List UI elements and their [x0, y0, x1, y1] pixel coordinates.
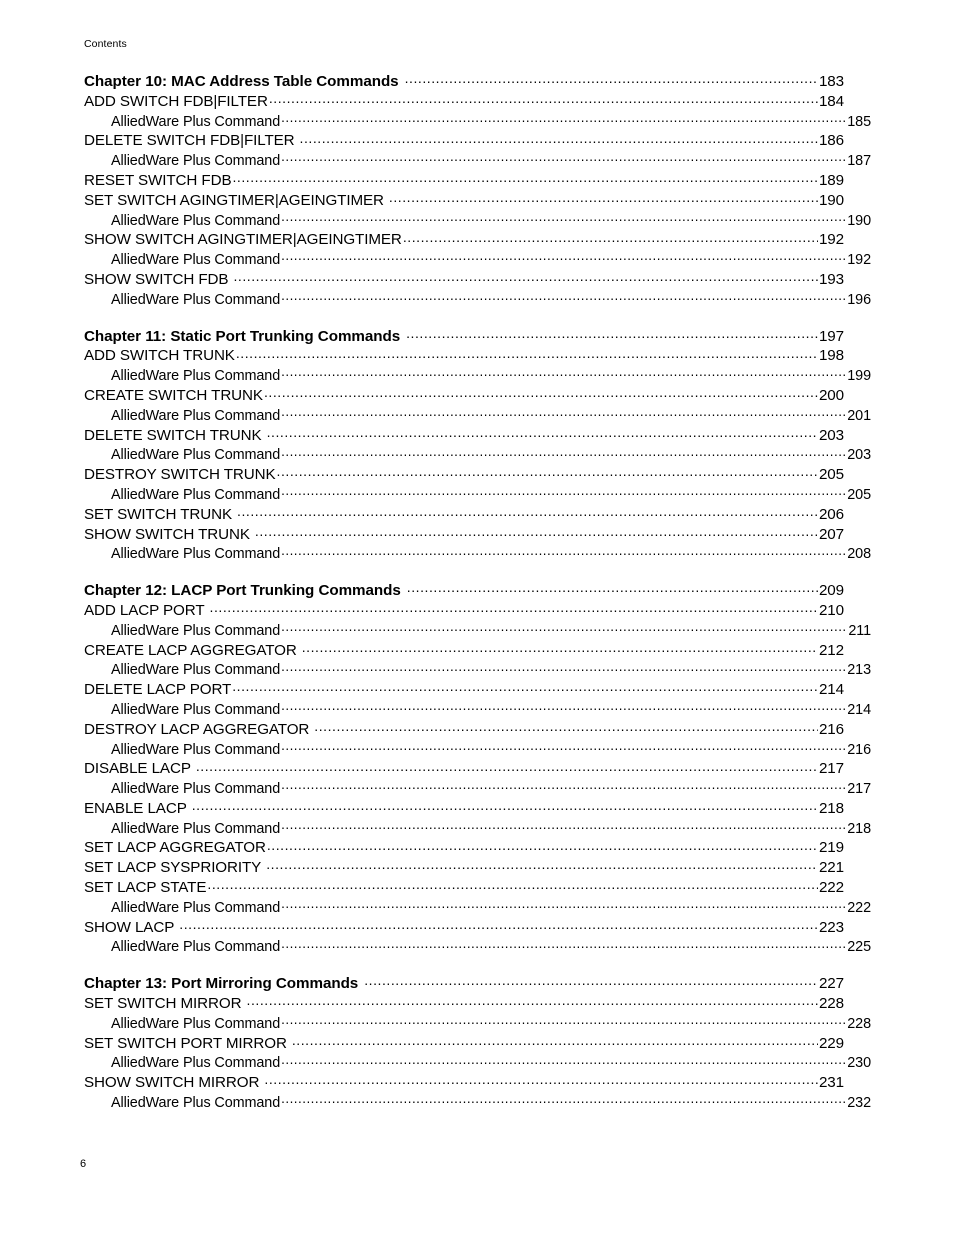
toc-entry-label: ENABLE LACP: [84, 799, 187, 817]
toc-entry-page: 217: [847, 781, 871, 798]
toc-chapter-group: [84, 327, 871, 565]
dot-leader: [281, 445, 846, 459]
toc-entry-label: AlliedWare Plus Command: [111, 701, 281, 718]
toc-entry-page: 193: [818, 270, 844, 288]
toc-entry-page: 198: [818, 347, 844, 365]
toc-entry-label: SHOW SWITCH AGINGTIMER|AGEINGTIMER: [84, 231, 402, 249]
dot-leader: [267, 426, 818, 440]
dot-leader: [207, 878, 818, 892]
dot-leader: [406, 327, 818, 341]
toc-entry-command[interactable]: [84, 171, 844, 191]
toc-entry-command[interactable]: [84, 346, 844, 366]
toc-entry-page: 207: [818, 525, 844, 543]
toc-entry-label: AlliedWare Plus Command: [111, 939, 281, 956]
toc-entry-page: 192: [847, 252, 871, 269]
toc-entry-label: AlliedWare Plus Command: [111, 1055, 281, 1072]
dot-leader: [281, 250, 846, 264]
toc-entry-label: AlliedWare Plus Command: [111, 1015, 281, 1032]
toc-entry-sub[interactable]: [84, 211, 871, 231]
toc-entry-page: 189: [818, 171, 844, 189]
toc-entry-page: 196: [847, 291, 871, 308]
toc-entry-label: ADD SWITCH FDB|FILTER: [84, 92, 268, 110]
dot-leader: [264, 386, 818, 400]
dot-leader: [281, 1053, 846, 1067]
toc-entry-page: 208: [847, 546, 871, 563]
dot-leader: [281, 406, 846, 420]
toc-entry-page: 216: [847, 741, 871, 758]
toc-entry-sub[interactable]: [84, 660, 871, 680]
toc-entry-page: 186: [818, 132, 844, 150]
toc-entry-page: 210: [818, 601, 844, 619]
toc-entry-sub[interactable]: [84, 445, 871, 465]
toc-entry-sub[interactable]: [84, 406, 871, 426]
toc-entry-label: AlliedWare Plus Command: [111, 781, 281, 798]
dot-leader: [236, 346, 818, 360]
toc-chapter-group: [84, 72, 871, 310]
toc-entry-label: SET SWITCH PORT MIRROR: [84, 1034, 287, 1052]
toc-entry-label: DESTROY LACP AGGREGATOR: [84, 720, 310, 738]
dot-leader: [267, 838, 818, 852]
toc-entry-label: SHOW SWITCH FDB: [84, 270, 229, 288]
toc-entry-command[interactable]: [84, 878, 844, 898]
toc-entry-page: 213: [847, 662, 871, 679]
toc-entry-page: 219: [818, 839, 844, 857]
toc-entry-command[interactable]: [84, 759, 844, 779]
toc-entry-page: 223: [818, 918, 844, 936]
toc-entry-sub[interactable]: [84, 485, 871, 505]
toc-entry-label: AlliedWare Plus Command: [111, 252, 281, 269]
toc-entry-page: 212: [818, 641, 844, 659]
dot-leader: [277, 465, 818, 479]
toc-entry-page: 231: [818, 1074, 844, 1092]
toc-entry-label: SET LACP SYSPRIORITY: [84, 859, 262, 877]
toc-entry-page: 201: [847, 407, 871, 424]
running-header: Contents: [84, 38, 127, 50]
toc-entry-label: SET SWITCH AGINGTIMER|AGEINGTIMER: [84, 191, 384, 209]
toc-entry-chapter[interactable]: [84, 581, 844, 601]
dot-leader: [281, 112, 846, 126]
toc-entry-command[interactable]: [84, 1073, 844, 1093]
toc-entry-label: DELETE SWITCH FDB|FILTER: [84, 132, 295, 150]
toc-entry-page: 205: [818, 466, 844, 484]
toc-chapter-label: Chapter 12: LACP Port Trunking Commands: [84, 582, 401, 600]
toc-entry-command[interactable]: [84, 858, 844, 878]
dot-leader: [232, 171, 817, 185]
dot-leader: [264, 1073, 818, 1087]
toc-entry-label: DELETE LACP PORT: [84, 681, 232, 699]
toc-entry-label: CREATE LACP AGGREGATOR: [84, 641, 297, 659]
toc-chapter-page: 183: [818, 73, 844, 90]
toc-entry-label: AlliedWare Plus Command: [111, 662, 281, 679]
toc-entry-command[interactable]: [84, 680, 844, 700]
dot-leader: [405, 72, 818, 86]
toc-entry-label: AlliedWare Plus Command: [111, 546, 281, 563]
toc-chapter-label: Chapter 11: Static Port Trunking Commands: [84, 327, 401, 345]
toc-chapter-page: 197: [818, 327, 844, 345]
toc-entry-page: 199: [847, 368, 871, 385]
toc-entry-page: 200: [818, 386, 844, 404]
toc-entry-label: SHOW LACP: [84, 918, 175, 936]
dot-leader: [269, 92, 818, 106]
dot-leader: [403, 230, 818, 244]
toc-chapter-label: Chapter 10: MAC Address Table Commands: [84, 73, 399, 90]
dot-leader: [281, 544, 846, 558]
toc-entry-command[interactable]: [84, 601, 844, 621]
toc-entry-chapter[interactable]: [84, 327, 844, 347]
toc-entry-command[interactable]: [84, 131, 844, 151]
toc-entry-label: AlliedWare Plus Command: [111, 291, 281, 308]
toc-entry-page: 185: [847, 113, 871, 130]
toc-entry-label: SET SWITCH TRUNK: [84, 505, 233, 523]
dot-leader: [300, 131, 818, 145]
toc-entry-label: SET LACP STATE: [84, 879, 207, 897]
toc-entry-sub[interactable]: [84, 1053, 871, 1073]
toc-entry-page: 205: [847, 486, 871, 503]
toc-entry-label: SET LACP AGGREGATOR: [84, 839, 266, 857]
toc-entry-sub[interactable]: [84, 290, 871, 310]
dot-leader: [281, 151, 846, 165]
toc-chapter-label: Chapter 13: Port Mirroring Commands: [84, 975, 359, 993]
dot-leader: [281, 700, 846, 714]
toc-chapter-page: 227: [818, 975, 844, 993]
toc-entry-command[interactable]: [84, 92, 844, 112]
toc-entry-sub[interactable]: [84, 1014, 871, 1034]
toc-entry-label: AlliedWare Plus Command: [111, 407, 281, 424]
toc-entry-page: 184: [818, 92, 844, 110]
page-folio: 6: [80, 1158, 87, 1170]
toc-entry-label: DELETE SWITCH TRUNK: [84, 426, 262, 444]
toc-entry-command[interactable]: [84, 838, 844, 858]
toc-chapter-group: [84, 974, 871, 1113]
dot-leader: [389, 191, 818, 205]
dot-leader: [247, 994, 818, 1008]
toc-entry-page: 230: [847, 1055, 871, 1072]
toc-entry-command[interactable]: [84, 799, 844, 819]
dot-leader: [281, 366, 846, 380]
toc-entry-page: 203: [847, 447, 871, 464]
toc-entry-command[interactable]: [84, 426, 844, 446]
toc-chapter-group: [84, 581, 871, 957]
toc-entry-sub[interactable]: [84, 621, 871, 641]
toc-entry-page: 218: [847, 820, 871, 837]
toc-entry-label: RESET SWITCH FDB: [84, 171, 232, 189]
table-of-contents: [84, 72, 871, 1113]
toc-entry-sub[interactable]: [84, 819, 871, 839]
toc-entry-command[interactable]: [84, 525, 844, 545]
dot-leader: [210, 601, 818, 615]
dot-leader: [407, 581, 818, 595]
dot-leader: [281, 937, 846, 951]
dot-leader: [292, 1034, 818, 1048]
toc-entry-sub[interactable]: [84, 151, 871, 171]
toc-entry-page: 211: [848, 622, 871, 639]
toc-entry-label: CREATE SWITCH TRUNK: [84, 386, 263, 404]
toc-entry-page: 218: [818, 799, 844, 817]
toc-entry-page: 190: [818, 191, 844, 209]
toc-entry-label: AlliedWare Plus Command: [111, 1095, 281, 1112]
dot-leader: [281, 211, 846, 225]
toc-entry-label: AlliedWare Plus Command: [111, 820, 281, 837]
toc-entry-label: ADD LACP PORT: [84, 601, 205, 619]
toc-entry-command[interactable]: [84, 641, 844, 661]
dot-leader: [281, 621, 847, 635]
toc-entry-page: 216: [818, 720, 844, 738]
toc-entry-label: AlliedWare Plus Command: [111, 741, 281, 758]
toc-entry-label: AlliedWare Plus Command: [111, 153, 281, 170]
toc-entry-page: 225: [847, 939, 871, 956]
toc-entry-sub[interactable]: [84, 898, 871, 918]
toc-entry-label: AlliedWare Plus Command: [111, 486, 281, 503]
toc-entry-page: 192: [818, 231, 844, 249]
toc-entry-label: AlliedWare Plus Command: [111, 447, 281, 464]
toc-entry-page: 190: [847, 212, 871, 229]
dot-leader: [281, 898, 846, 912]
dot-leader: [281, 1093, 846, 1107]
toc-entry-command[interactable]: [84, 994, 844, 1014]
dot-leader: [179, 918, 818, 932]
toc-entry-command[interactable]: [84, 386, 844, 406]
toc-entry-page: 222: [847, 899, 871, 916]
dot-leader: [237, 505, 818, 519]
toc-entry-page: 232: [847, 1095, 871, 1112]
toc-entry-label: AlliedWare Plus Command: [111, 368, 281, 385]
toc-entry-sub[interactable]: [84, 544, 871, 564]
toc-entry-chapter[interactable]: [84, 72, 844, 92]
dot-leader: [281, 779, 846, 793]
dot-leader: [314, 720, 818, 734]
dot-leader: [232, 680, 818, 694]
toc-entry-sub[interactable]: [84, 740, 871, 760]
toc-entry-label: DESTROY SWITCH TRUNK: [84, 466, 276, 484]
toc-entry-sub[interactable]: [84, 1093, 871, 1113]
dot-leader: [281, 290, 846, 304]
toc-entry-sub[interactable]: [84, 366, 871, 386]
toc-entry-command[interactable]: [84, 191, 844, 211]
toc-entry-command[interactable]: [84, 1034, 844, 1054]
toc-entry-label: AlliedWare Plus Command: [111, 212, 281, 229]
toc-chapter-page: 209: [818, 582, 844, 600]
toc-entry-command[interactable]: [84, 230, 844, 250]
dot-leader: [281, 819, 846, 833]
toc-entry-label: AlliedWare Plus Command: [111, 899, 281, 916]
dot-leader: [281, 740, 846, 754]
toc-entry-label: SET SWITCH MIRROR: [84, 995, 242, 1013]
dot-leader: [281, 1014, 846, 1028]
toc-entry-label: SHOW SWITCH TRUNK: [84, 525, 250, 543]
dot-leader: [281, 485, 846, 499]
dot-leader: [364, 974, 818, 988]
toc-entry-page: 214: [847, 701, 871, 718]
toc-entry-page: 222: [818, 879, 844, 897]
toc-entry-command[interactable]: [84, 720, 844, 740]
toc-entry-label: ADD SWITCH TRUNK: [84, 347, 235, 365]
toc-entry-page: 203: [818, 426, 844, 444]
dot-leader: [233, 270, 817, 284]
dot-leader: [266, 858, 818, 872]
toc-entry-sub[interactable]: [84, 112, 871, 132]
dot-leader: [196, 759, 818, 773]
toc-entry-command[interactable]: [84, 465, 844, 485]
toc-entry-command[interactable]: [84, 270, 844, 290]
dot-leader: [255, 525, 818, 539]
dot-leader: [192, 799, 818, 813]
toc-entry-page: 187: [847, 153, 871, 170]
toc-entry-sub[interactable]: [84, 700, 871, 720]
toc-entry-label: AlliedWare Plus Command: [111, 622, 281, 639]
toc-entry-page: 221: [818, 859, 844, 877]
toc-entry-page: 214: [818, 681, 844, 699]
dot-leader: [302, 641, 818, 655]
toc-entry-label: AlliedWare Plus Command: [111, 113, 281, 130]
toc-entry-page: 228: [818, 995, 844, 1013]
toc-entry-page: 229: [818, 1034, 844, 1052]
toc-entry-sub[interactable]: [84, 937, 871, 957]
toc-entry-page: 206: [818, 505, 844, 523]
toc-entry-sub[interactable]: [84, 779, 871, 799]
toc-entry-page: 217: [818, 760, 844, 778]
toc-entry-sub[interactable]: [84, 250, 871, 270]
toc-entry-label: DISABLE LACP: [84, 760, 191, 778]
toc-entry-command[interactable]: [84, 918, 844, 938]
toc-entry-command[interactable]: [84, 505, 844, 525]
dot-leader: [281, 660, 846, 674]
toc-entry-label: SHOW SWITCH MIRROR: [84, 1074, 260, 1092]
toc-entry-chapter[interactable]: [84, 974, 844, 994]
toc-entry-page: 228: [847, 1015, 871, 1032]
